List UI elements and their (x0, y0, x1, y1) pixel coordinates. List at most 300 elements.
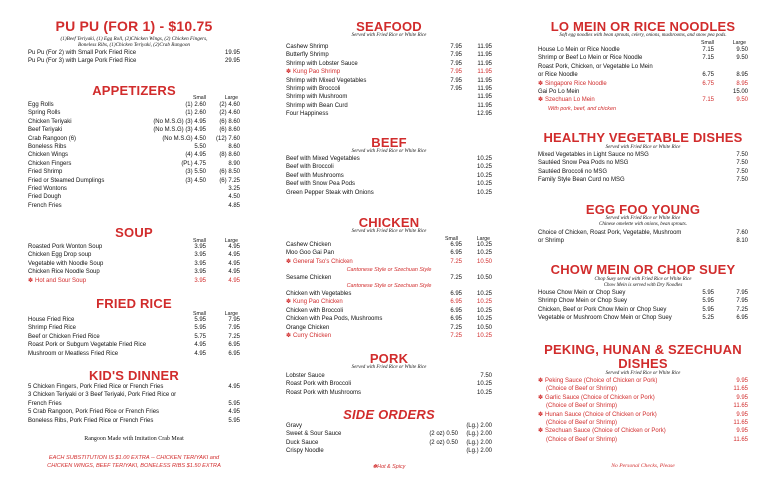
menu-item-name: Cashew Shrimp (286, 44, 329, 50)
menu-item-name: Mushroom or Meatless Fried Rice (28, 350, 119, 357)
menu-item-row (538, 159, 748, 167)
large-price: 10.50 (476, 258, 492, 265)
large-price: 11.95 (477, 69, 492, 76)
small-label: Small (193, 311, 206, 317)
menu-item-row (286, 439, 492, 447)
large-price: 4.95 (228, 260, 240, 267)
menu-item-name: Duck Sauce (286, 439, 319, 446)
menu-item-row (538, 427, 748, 435)
small-price: 7.95 (450, 44, 462, 50)
small-label: Small (193, 95, 206, 101)
menu-item-row (286, 189, 492, 197)
small-price: 7.15 (702, 55, 714, 62)
menu-item-name: Shrimp or Beef Lo Mein or Rice Noodle (538, 55, 643, 62)
hot-spicy-icon: ✽ (286, 258, 292, 265)
large-price: (8) 8.60 (219, 152, 240, 159)
small-price: (No M.S.G) (3) 4.95 (153, 118, 206, 125)
menu-item-name: (Choice of Beef or Shrimp) (546, 386, 618, 393)
small-price: 6.95 (450, 307, 462, 314)
large-price: 9.95 (736, 378, 748, 384)
rangoon-note: Rangoon Made with Imitation Crab Meat (84, 436, 184, 442)
small-price: 3.95 (194, 269, 206, 276)
menu-item-row (28, 202, 240, 210)
menu-item-name: ✽ Curry Chicken (286, 332, 332, 339)
beef-subtitle: Served with Fried Rice or White Rice (351, 149, 427, 154)
menu-item-row (286, 180, 492, 188)
menu-item-name: Beef with Snow Pea Pods (286, 181, 356, 188)
beef-list (286, 155, 492, 197)
seafood-title: SEAFOOD (356, 19, 422, 34)
large-price: 19.95 (224, 50, 240, 56)
chow-mein-subtitle-1: Chop Suey served with Fried Rice or White Rice (594, 277, 692, 282)
hot-spicy-icon: ✽ (538, 394, 544, 401)
no-checks-note: No Personal Checks, Please (611, 463, 675, 469)
seafood-list (286, 43, 492, 119)
large-price: 11.95 (477, 60, 492, 67)
menu-item-row (28, 143, 240, 151)
peking-title-line-2: DISHES (618, 356, 668, 371)
menu-item-name: 5 Crab Rangoon, Pork Fried Rice or French Fries (28, 409, 160, 416)
large-price: 11.95 (477, 52, 492, 59)
large-price: 11.95 (477, 77, 492, 84)
szechuan-lo-mein-note: With pork, beef, and chicken (548, 106, 616, 112)
menu-item-row (286, 43, 492, 51)
large-price: (12) 7.60 (215, 135, 240, 142)
menu-item-name: Sesame Chicken (286, 275, 332, 281)
menu-item-row (28, 324, 240, 332)
menu-item-name: Chicken with Vegetables (286, 291, 352, 297)
menu-item-name: Shrimp with Mixed Vegetables (286, 77, 367, 84)
menu-item-name: Green Pepper Steak with Onions (286, 189, 374, 196)
menu-item-row (286, 249, 492, 257)
menu-item-row (286, 85, 492, 93)
menu-item-name: Chicken Egg Drop soup (28, 252, 92, 259)
large-price: 10.25 (476, 291, 492, 297)
menu-item-row (286, 372, 492, 380)
large-price: 11.65 (733, 436, 748, 443)
menu-item-name: Beef with Broccoli (286, 164, 334, 171)
large-price: 9.50 (736, 55, 748, 62)
large-price: 7.50 (736, 152, 748, 158)
large-price: 8.90 (228, 160, 240, 167)
menu-item-name: Four Happiness (286, 111, 329, 118)
menu-item-name: or Rice Noodle (538, 72, 578, 79)
menu-item-name: (Choice of Beef or Shrimp) (546, 419, 618, 426)
menu-item-name: 3 Chicken Teriyaki or 3 Beef Teriyaki, Pork Fried Rice or (28, 392, 177, 399)
small-price: 6.95 (450, 316, 462, 323)
menu-item-row (538, 402, 748, 410)
large-price: 12.95 (476, 111, 492, 118)
menu-item-name: Boneless Ribs (28, 143, 67, 150)
small-price: 5.50 (194, 143, 206, 150)
small-price: 7.25 (450, 332, 462, 339)
large-price: 9.95 (736, 394, 748, 401)
menu-item-name: ✽ Szechuan Lo Mein (538, 97, 595, 104)
menu-item-row (538, 411, 748, 419)
large-price: 8.60 (228, 143, 240, 150)
small-price: 4.95 (194, 350, 206, 357)
small-price: 5.25 (702, 315, 714, 322)
menu-item-row (28, 350, 240, 358)
peking-subtitle: Served with Fried Rice or White Rice (605, 371, 681, 376)
large-price: 6.95 (736, 315, 748, 322)
menu-item-row (28, 49, 240, 57)
menu-item-row (286, 274, 492, 282)
menu-item-row (286, 77, 492, 85)
menu-item-row (28, 391, 240, 399)
large-price: 10.25 (476, 332, 492, 339)
large-price: 7.95 (736, 290, 748, 296)
menu-item-name: Roasted Pork Wonton Soup (28, 244, 103, 250)
large-price: 4.95 (228, 384, 240, 390)
large-price: 10.25 (476, 172, 492, 179)
menu-item-name: Shrimp with Mushroom (286, 94, 348, 101)
menu-item-row (28, 135, 240, 143)
menu-item-row (286, 447, 492, 455)
chicken-subtitle: Served with Fried Rice or White Rice (351, 229, 427, 234)
small-price: 6.75 (702, 72, 714, 79)
large-label: Large (732, 40, 746, 46)
large-price: 4.95 (228, 277, 240, 284)
large-label: Large (476, 236, 490, 242)
menu-item-row (286, 68, 492, 76)
large-price: (Lg.) 2.00 (466, 431, 492, 438)
small-price: 5.95 (702, 306, 714, 313)
menu-item-name: Spring Rolls (28, 110, 61, 117)
menu-item-name: Chicken with Broccoli (286, 307, 344, 314)
small-price: 7.95 (450, 69, 462, 76)
hot-spicy-icon: ✽ (538, 378, 544, 384)
small-price: 7.15 (702, 47, 714, 53)
small-price: (2 oz) 0.50 (429, 431, 458, 438)
large-price: 10.25 (476, 189, 492, 196)
large-price: 9.95 (736, 428, 748, 435)
small-price: (4) 4.95 (185, 152, 206, 159)
menu-item-name: Shrimp with Broccoli (286, 85, 341, 92)
menu-item-row (28, 260, 240, 268)
menu-item-row (538, 54, 748, 62)
menu-item-row (28, 333, 240, 341)
menu-item-name: Roast Pork with Mushrooms (286, 389, 362, 396)
large-price: 4.95 (228, 252, 240, 259)
small-price: (3) 4.50 (185, 177, 206, 184)
large-price: 7.50 (736, 160, 748, 167)
chicken-list-3 (286, 290, 492, 340)
menu-item-row (538, 168, 748, 176)
menu-item-name: Orange Chicken (286, 324, 330, 331)
small-label: Small (445, 236, 458, 242)
large-price: 7.50 (736, 168, 748, 175)
menu-item-name: Boneless Ribs, Pork Fried Rice or French Fries (28, 417, 154, 424)
menu-item-row (286, 93, 492, 101)
substitution-note-2: CHICKEN WINGS, BEEF TERIYAKI, BONELESS RIBS $1.50 EXTRA (47, 463, 221, 469)
menu-item-row (538, 377, 748, 385)
menu-item-name: Fried or Steamed Dumplings (28, 177, 105, 184)
small-price: (Pt.) 4.75 (181, 160, 206, 167)
small-price: 6.95 (450, 291, 462, 297)
large-price: (6) 8.60 (219, 127, 240, 134)
large-price: 10.25 (476, 307, 492, 314)
large-price: 11.95 (477, 85, 492, 92)
substitution-note-1: EACH SUBSTITUTION IS $1.00 EXTRA -- CHICKEN TERIYAKI and (48, 455, 220, 461)
hot-spicy-icon: ✽ (286, 299, 292, 306)
large-price: 15.00 (732, 88, 748, 95)
menu-item-row (28, 185, 240, 193)
egg-foo-young-list (538, 229, 748, 246)
menu-item-row (286, 332, 492, 340)
beef-title: BEEF (371, 135, 407, 150)
egg-foo-young-subtitle-1: Served with Fried Rice or White Rice (605, 216, 681, 221)
small-price: 5.75 (194, 333, 206, 340)
hot-spicy-icon: ✽ (538, 97, 544, 104)
small-price: 6.95 (450, 299, 462, 306)
large-price: 6.95 (228, 342, 240, 349)
menu-item-row (28, 341, 240, 349)
large-price: 7.50 (480, 373, 492, 379)
chow-mein-subtitle-2: Chow Mein is served with Dry Noodles (603, 283, 683, 288)
large-price: 10.50 (476, 324, 492, 331)
menu-item-name: ✽ Kung Pao Chicken (286, 299, 343, 306)
menu-item-row (286, 324, 492, 332)
small-price: 5.95 (702, 290, 714, 296)
fried-rice-title: FRIED RICE (96, 296, 172, 311)
small-price: (1) 2.60 (185, 102, 206, 108)
hot-spicy-legend: ✽Hot & Spicy (372, 464, 406, 470)
menu-item-name: Fried Dough (28, 194, 62, 201)
menu-item-name: Egg Rolls (28, 102, 54, 108)
large-price: (6) 7.25 (219, 177, 240, 184)
large-price: 7.60 (736, 230, 748, 236)
hot-spicy-icon: ✽ (538, 80, 544, 87)
small-price: (No M.S.G) 4.50 (162, 135, 206, 142)
small-label: Small (701, 40, 714, 46)
menu-item-row (286, 422, 492, 430)
large-price: 4.85 (228, 202, 240, 209)
menu-item-row (538, 63, 748, 71)
side-orders-title: SIDE ORDERS (343, 407, 435, 422)
small-price: (3) 5.50 (185, 169, 206, 176)
menu-item-name: ✽ Kung Pao Shrimp (286, 69, 341, 76)
large-label: Large (224, 238, 238, 244)
large-price: 7.25 (736, 306, 748, 313)
large-price: 4.50 (228, 194, 240, 201)
menu-item-row (28, 168, 240, 176)
large-price: (2) 4.60 (219, 110, 240, 117)
menu-item-name: ✽ Singapore Rice Noodle (538, 80, 607, 87)
menu-item-row (28, 151, 240, 159)
menu-item-row (286, 380, 492, 388)
large-price: 11.65 (733, 419, 748, 426)
large-label: Large (224, 311, 238, 317)
menu-item-row (286, 172, 492, 180)
menu-item-name: Shrimp Chow Mein or Chop Suey (538, 298, 628, 305)
menu-item-row (286, 315, 492, 323)
pork-list (286, 372, 492, 397)
large-price: 8.95 (736, 80, 748, 87)
menu-item-row (286, 290, 492, 298)
menu-item-name: 5 Chicken Fingers, Pork Fried Rice or French Fries (28, 384, 164, 390)
hot-spicy-icon: ✽ (286, 69, 292, 76)
small-price: 7.95 (450, 52, 462, 59)
menu-item-name: Lobster Sauce (286, 373, 325, 379)
large-price: (Lg.) 2.00 (466, 423, 492, 429)
lo-mein-subtitle: Soft egg noodles with bean sprouts, celery, onions, mushrooms, and snow pea pods. (559, 33, 727, 38)
menu-item-row (538, 314, 748, 322)
large-price: 11.95 (477, 94, 492, 101)
soup-list (28, 243, 240, 285)
egg-foo-young-subtitle-2: Chinese omelette with onions, bean sprouts. (598, 222, 687, 227)
menu-item-row (538, 237, 748, 245)
large-price: 11.95 (477, 102, 492, 109)
menu-item-row (538, 385, 748, 393)
small-price: 6.95 (450, 242, 462, 248)
menu-item-row (538, 46, 748, 54)
small-price: 7.95 (450, 60, 462, 67)
menu-item-name: ✽ Hot and Sour Soup (28, 277, 87, 284)
menu-item-name: Beef with Mushrooms (286, 172, 344, 179)
menu-item-row (28, 160, 240, 168)
general-tso-style-note: Cantonese Style or Szechuan Style (346, 267, 432, 273)
menu-item-row (538, 289, 748, 297)
large-price: (2) 4.60 (219, 102, 240, 108)
large-price: 7.50 (736, 177, 748, 184)
large-price: 10.25 (476, 242, 492, 248)
pork-subtitle: Served with Fried Rice or White Rice (351, 365, 427, 370)
menu-item-name: Chicken Wings (28, 152, 69, 159)
chicken-list-1 (286, 241, 492, 266)
large-price: 6.95 (228, 350, 240, 357)
menu-item-name: Crispy Noodle (286, 448, 324, 455)
menu-item-name: ✽ Peking Sauce (Choice of Chicken or Pork) (538, 378, 658, 384)
menu-item-name: House Fried Rice (28, 317, 75, 323)
small-label: Small (193, 238, 206, 244)
menu-item-row (28, 177, 240, 185)
menu-item-name: Gravy (286, 423, 303, 429)
hot-spicy-icon: ✽ (28, 277, 34, 284)
large-price: 7.95 (228, 325, 240, 332)
large-price: 10.25 (476, 316, 492, 323)
pupu-desc-1: (1)Beef Teriyaki, (1) Egg Roll, (2)Chicken Wings, (2) Chicken Fingers, (60, 36, 208, 42)
large-price: 11.65 (733, 403, 748, 410)
small-price: 3.95 (194, 252, 206, 259)
large-price: 4.95 (228, 244, 240, 250)
menu-item-row (286, 389, 492, 397)
hot-spicy-icon: ✽ (538, 428, 544, 435)
menu-item-row (538, 88, 748, 96)
menu-item-row (28, 316, 240, 324)
menu-item-name: Chicken Rice Noodle Soup (28, 269, 100, 276)
menu-item-row (28, 109, 240, 117)
small-price: 4.95 (194, 342, 206, 349)
menu-item-row (28, 101, 240, 109)
menu-item-row (286, 163, 492, 171)
large-price: 10.25 (476, 164, 492, 171)
menu-item-name: Shrimp with Lobster Sauce (286, 60, 358, 67)
menu-item-name: French Fries (28, 202, 62, 209)
menu-item-name: Choice of Chicken, Roast Pork, Vegetable, Mushroom (538, 230, 682, 236)
menu-item-row (286, 102, 492, 110)
menu-item-row (28, 383, 240, 391)
menu-item-row (286, 430, 492, 438)
large-price: 8.95 (736, 72, 748, 79)
menu-item-row (286, 60, 492, 68)
large-price: 10.25 (476, 381, 492, 388)
large-price: 3.25 (228, 185, 240, 192)
large-price: 11.65 (733, 386, 748, 393)
menu-item-name: ✽ Hunan Sauce (Choice of Chicken or Pork) (538, 411, 657, 418)
menu-item-row (538, 96, 748, 104)
menu-item-name: Sweet & Sour Sauce (286, 431, 342, 438)
large-price: (6) 8.50 (219, 169, 240, 176)
menu-item-name: Beef with Mixed Vegetables (286, 156, 360, 162)
menu-item-name: Fried Shrimp (28, 169, 63, 176)
chicken-title: CHICKEN (358, 215, 420, 230)
small-price: (2 oz) 0.50 (429, 439, 458, 446)
small-price: 5.95 (702, 298, 714, 305)
menu-item-row (28, 126, 240, 134)
small-price: 3.95 (194, 277, 206, 284)
menu-item-row (538, 229, 748, 237)
menu-item-row (28, 277, 240, 285)
menu-item-name: Chicken with Pea Pods, Mushrooms (286, 316, 383, 323)
appetizers-list (28, 101, 240, 210)
kids-list (28, 383, 240, 425)
large-price: (6) 8.60 (219, 118, 240, 125)
small-price: 7.15 (702, 97, 714, 104)
large-price: 4.95 (228, 409, 240, 416)
seafood-subtitle: Served with Fried Rice or White Rice (351, 33, 427, 38)
small-price: (1) 2.60 (185, 110, 206, 117)
large-price: (Lg.) 2.00 (466, 439, 492, 446)
vegetable-title: HEALTHY VEGETABLE DISHES (543, 130, 743, 145)
small-price: 3.95 (194, 260, 206, 267)
menu-item-name: Shrimp Fried Rice (28, 325, 77, 332)
large-price: 9.50 (736, 97, 748, 104)
menu-item-row (286, 51, 492, 59)
menu-item-row (28, 408, 240, 416)
menu-item-name: Pu Pu (For 3) with Large Pork Fried Rice (28, 58, 137, 65)
menu-item-name: Beef or Chicken Fried Rice (28, 333, 100, 340)
hot-spicy-icon: ✽ (538, 411, 544, 418)
large-price: 9.95 (736, 411, 748, 418)
large-price: 5.95 (228, 400, 240, 407)
menu-item-row (538, 80, 748, 88)
menu-item-name: Butterfly Shrimp (286, 52, 329, 59)
large-price: 10.50 (476, 275, 492, 281)
small-price: 7.25 (450, 258, 462, 265)
menu-item-name: Mixed Vegetables in Light Sauce no MSG (538, 152, 649, 158)
menu-item-name: Roast Pork, Chicken, or Vegetable Lo Mein (538, 63, 653, 70)
peking-title-line-1: PEKING, HUNAN & SZECHUAN (544, 342, 742, 357)
soup-title: SOUP (115, 225, 153, 240)
menu-item-name: ✽ Szechuan Sauce (Choice of Chicken or Pork) (538, 428, 666, 435)
lo-mein-title: LO MEIN OR RICE NOODLES (550, 19, 736, 34)
menu-item-name: Chicken Fingers (28, 160, 72, 167)
large-label: Large (224, 95, 238, 101)
small-price: 7.25 (450, 324, 462, 331)
large-price: 5.95 (228, 417, 240, 424)
menu-item-row (538, 306, 748, 314)
menu-item-name: Chicken, Beef or Pork Chow Mein or Chop Suey (538, 306, 667, 313)
small-price: 6.75 (702, 80, 714, 87)
menu-item-row (538, 436, 748, 444)
menu-item-name: Family Style Bean Curd no MSG (538, 177, 625, 184)
menu-item-name: Sautéed Broccoli no MSG (538, 168, 608, 175)
menu-item-name: (Choice of Beef or Shrimp) (546, 436, 618, 443)
side-orders-list (286, 422, 492, 456)
chow-mein-list (538, 289, 748, 323)
lo-mein-list (538, 46, 748, 105)
